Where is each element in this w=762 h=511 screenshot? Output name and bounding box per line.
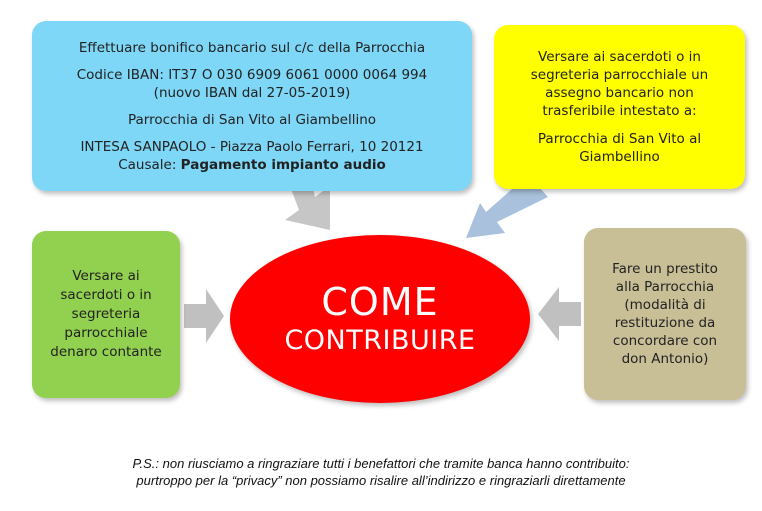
cash-box	[32, 231, 180, 398]
check-instruction: Versare ai sacerdoti o in segreteria parrocchiale un assegno bancario non trasferibile intestato a:	[530, 49, 709, 119]
payment-reason-value: Pagamento impianto audio	[180, 156, 386, 173]
check-payee: Parrocchia di San Vito al Giambellino	[537, 131, 702, 165]
bank-transfer-instruction: Effettuare bonifico bancario sul c/c della Parrocchia	[78, 39, 426, 56]
account-holder: Parrocchia di San Vito al Giambellino	[127, 111, 377, 128]
footnote-line-1: P.S.: non riusciamo a ringraziare tutti i benefattori che tramite banca hanno contribuito:	[132, 456, 630, 471]
cash-instruction: Versare ai sacerdoti o in segreteria parrocchiale denaro contante	[50, 268, 162, 360]
title-come: COME	[321, 280, 439, 324]
iban-code: Codice IBAN: IT37 O 030 6909 6061 0000 0064 994	[76, 66, 428, 83]
bank-transfer-box	[32, 21, 472, 191]
payment-reason-label: Causale:	[118, 156, 181, 173]
bank-address: INTESA SANPAOLO - Piazza Paolo Ferrari, 10 20121	[80, 138, 424, 155]
footnote-line-2: purtroppo per la “privacy” non possiamo risalire all’indirizzo e ringraziarli direttamente	[136, 473, 626, 488]
check-box	[494, 25, 745, 189]
central-title-ellipse	[230, 235, 530, 403]
loan-instruction: Fare un prestito alla Parrocchia (modalità di restituzione da concordare con don Antonio)	[612, 261, 718, 367]
payment-reason	[118, 156, 386, 174]
footnote	[0, 455, 762, 489]
iban-note: (nuovo IBAN dal 27-05-2019)	[153, 84, 351, 101]
arrow-from-loan	[538, 287, 581, 341]
title-contribuire: CONTRIBUIRE	[284, 325, 476, 356]
loan-box	[584, 228, 746, 400]
arrow-from-cash	[184, 289, 224, 343]
